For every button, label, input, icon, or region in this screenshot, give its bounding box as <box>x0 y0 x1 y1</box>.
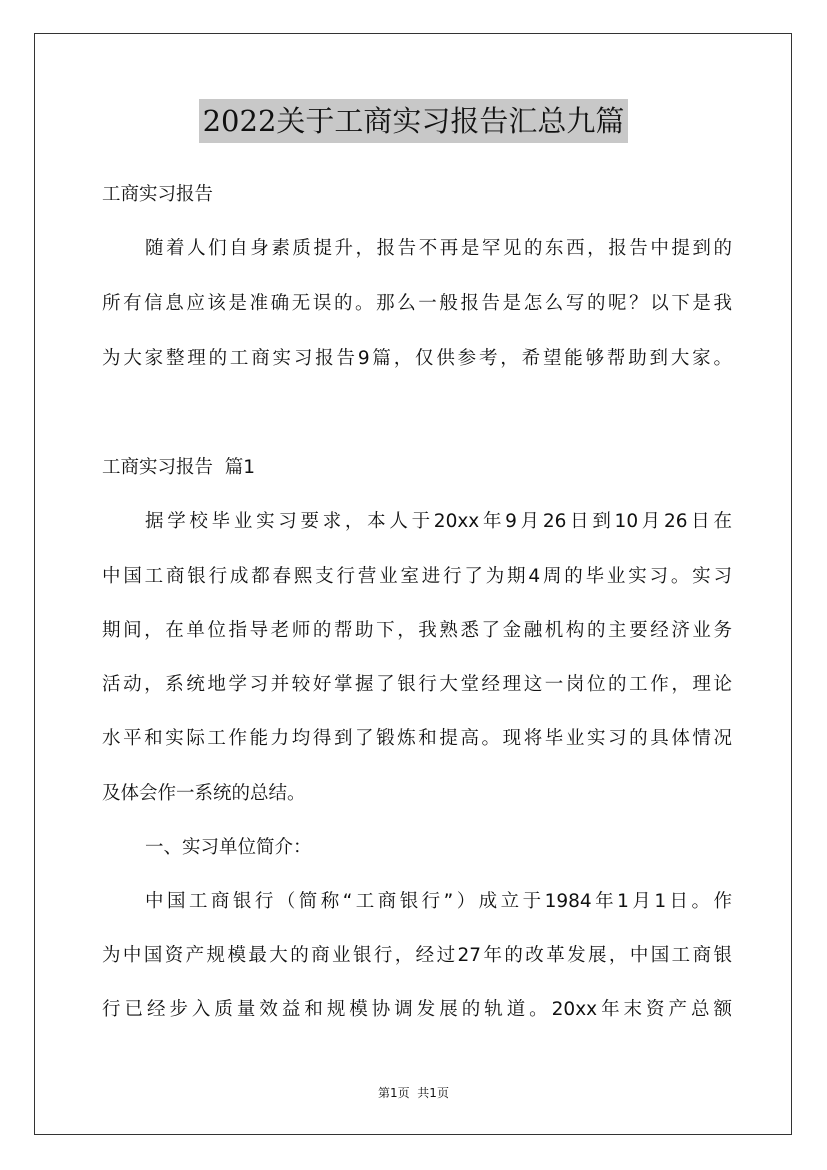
subheading-1: 一、实习单位简介： <box>145 837 312 858</box>
document-title: 2022关于工商实习报告汇总九篇 <box>199 99 629 143</box>
title-container <box>0 99 827 143</box>
para1-line-5: 水平和实际工作能力均得到了锻炼和提高。现将毕业实习的具体情况 <box>102 728 732 749</box>
para1-line-3: 期间，在单位指导老师的帮助下，我熟悉了金融机构的主要经济业务 <box>102 620 732 641</box>
page-footer <box>0 1084 827 1101</box>
main-heading: 工商实习报告 <box>102 184 214 205</box>
intro-line-3: 为大家整理的工商实习报告9篇，仅供参考，希望能够帮助到大家。 <box>102 348 732 369</box>
para2-line-2: 为中国资产规模最大的商业银行，经过27年的改革发展，中国工商银 <box>102 945 732 966</box>
para2-line-1: 中国工商银行（简称“工商银行”）成立于1984年1月1日。作 <box>145 891 732 912</box>
intro-line-2: 所有信息应该是准确无误的。那么一般报告是怎么写的呢？以下是我 <box>102 293 732 314</box>
para1-line-1: 据学校毕业实习要求，本人于20xx年9月26日到10月26日在 <box>145 511 732 532</box>
para1-line-4: 活动，系统地学习并较好掌握了银行大堂经理这一岗位的工作，理论 <box>102 674 732 695</box>
para1-line-6: 及体会作一系统的总结。 <box>102 783 306 804</box>
para2-line-3: 行已经步入质量效益和规模协调发展的轨道。20xx年末资产总额 <box>102 999 732 1020</box>
section-1-heading: 工商实习报告 篇1 <box>102 457 256 478</box>
para1-line-2: 中国工商银行成都春熙支行营业室进行了为期4周的毕业实习。实习 <box>102 566 732 587</box>
page-number: 第1页 共1页 <box>378 1086 449 1100</box>
intro-line-1: 随着人们自身素质提升，报告不再是罕见的东西，报告中提到的 <box>145 238 732 259</box>
